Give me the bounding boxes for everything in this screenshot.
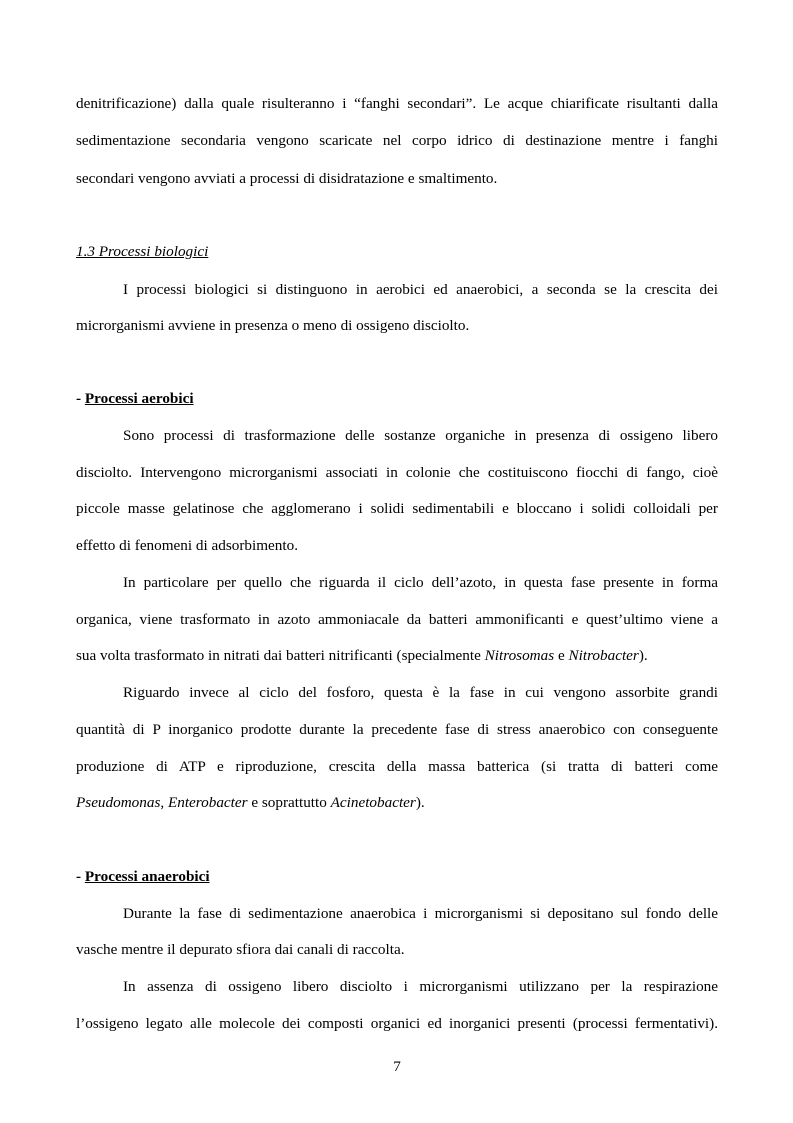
document-page — [76, 0, 718, 1123]
paragraph-line: vasche mentre il depurato sfiora dai canali di raccolta. — [76, 941, 405, 958]
species-name: Nitrosomas — [484, 647, 555, 664]
species-name: Enterobacter — [167, 794, 248, 811]
subsection-heading-anaerobic — [76, 867, 718, 887]
paragraph-line: sedimentazione secondaria vengono scaricate nel corpo idrico di destinazione mentre i fanghi — [76, 132, 718, 149]
text-run: ). — [415, 794, 425, 811]
text-run: e — [554, 647, 569, 664]
text-run: sua volta trasformato in nitrati dai batteri nitrificanti (specialmente — [76, 647, 485, 664]
paragraph-line: Sono processi di trasformazione delle sostanze organiche in presenza di ossigeno libero — [123, 427, 718, 444]
species-name: Pseudomonas — [76, 794, 161, 811]
paragraph-line — [76, 646, 718, 666]
text-run: e soprattutto — [247, 794, 331, 811]
paragraph-line: disciolto. Intervengono microrganismi associati in colonie che costituiscono fiocchi di fango, cioè — [76, 464, 718, 481]
text-run: ). — [638, 647, 648, 664]
paragraph-line: I processi biologici si distinguono in aerobici ed anaerobici, a seconda se la crescita dei — [123, 281, 718, 298]
species-name: Nitrobacter — [568, 647, 639, 664]
paragraph-line: organica, viene trasformato in azoto ammoniacale da batteri ammonificanti e quest’ultimo viene a — [76, 611, 718, 628]
heading-text: Processi anaerobici — [84, 868, 210, 885]
heading-text: Processi aerobici — [84, 390, 194, 407]
text-run: , — [160, 794, 168, 811]
paragraph-line: secondari vengono avviati a processi di disidratazione e smaltimento. — [76, 170, 498, 187]
paragraph-line: produzione di ATP e riproduzione, crescita della massa batterica (si tratta di batteri come — [76, 758, 718, 775]
paragraph-line: Riguardo invece al ciclo del fosforo, questa è la fase in cui vengono assorbite grandi — [123, 684, 718, 701]
heading-prefix: - — [76, 390, 85, 407]
paragraph-line: denitrificazione) dalla quale risulteranno i “fanghi secondari”. Le acque chiarificate risultanti dalla — [76, 95, 718, 112]
paragraph-line: In particolare per quello che riguarda il ciclo dell’azoto, in questa fase presente in forma — [123, 574, 718, 591]
paragraph-line: microrganismi avviene in presenza o meno di ossigeno disciolto. — [76, 317, 470, 334]
paragraph-line: In assenza di ossigeno libero disciolto i microrganismi utilizzano per la respirazione — [123, 978, 718, 995]
subsection-heading-aerobic — [76, 389, 718, 409]
page-number: 7 — [393, 1058, 401, 1075]
paragraph-line: Durante la fase di sedimentazione anaerobica i microrganismi si depositano sul fondo delle — [123, 905, 718, 922]
paragraph-line: piccole masse gelatinose che agglomerano i solidi sedimentabili e bloccano i solidi colloidali per — [76, 500, 718, 517]
paragraph-line: effetto di fenomeni di adsorbimento. — [76, 537, 298, 554]
species-name: Acinetobacter — [330, 794, 416, 811]
paragraph-line: l’ossigeno legato alle molecole dei composti organici ed inorganici presenti (processi fermentativi). — [76, 1015, 718, 1032]
section-heading: 1.3 Processi biologici — [76, 243, 209, 260]
heading-prefix: - — [76, 868, 85, 885]
paragraph-line — [76, 793, 718, 813]
paragraph-line: quantità di P inorganico prodotte durante la precedente fase di stress anaerobico con conseguente — [76, 721, 718, 738]
